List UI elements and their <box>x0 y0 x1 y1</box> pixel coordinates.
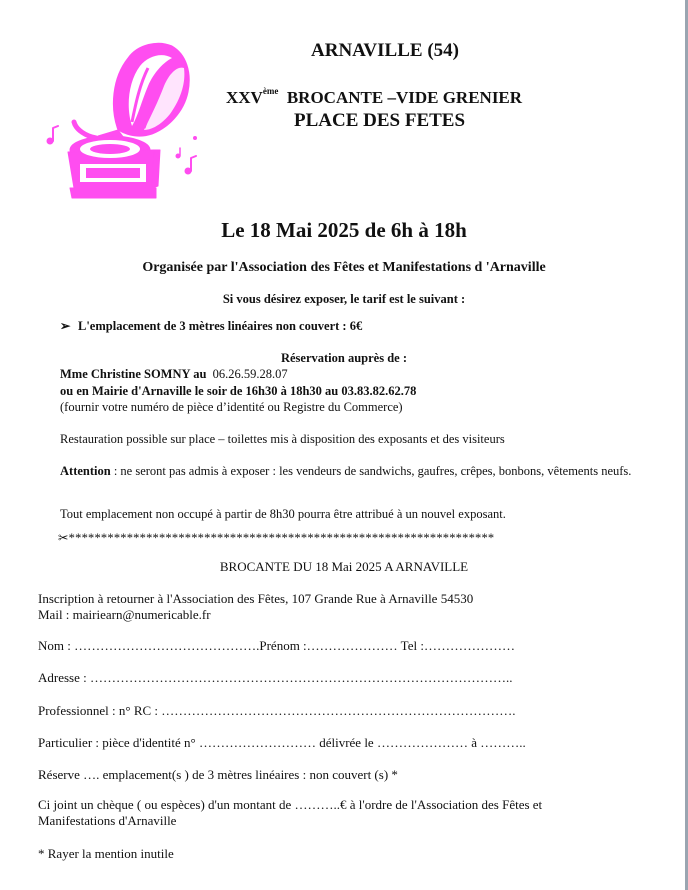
form-professionnel-field: Professionnel : n° RC : ………………………………………………………………………. <box>38 703 516 718</box>
form-footnote: * Rayer la mention inutile <box>38 846 174 861</box>
form-particulier-field: Particulier : pièce d'identité n° ……………………… délivrée le ………………… à ……….. <box>38 735 526 750</box>
edition-number: XXV <box>226 88 263 107</box>
form-mail: Mail : mairiearn@numericable.fr <box>38 607 211 622</box>
tarif-item-text: L'emplacement de 3 mètres linéaires non couvert : 6€ <box>78 319 363 333</box>
arrow-bullet-icon: ➢ <box>60 319 71 333</box>
attention-paragraph <box>60 463 642 479</box>
form-reserve-field: Réserve …. emplacement(s ) de 3 mètres linéaires : non couvert (s) * <box>38 767 398 782</box>
form-cheque-line-2: Manifestations d'Arnaville <box>38 813 177 828</box>
contact-phone: 06.26.59.28.07 <box>212 367 288 381</box>
edition-superscript: ème <box>262 86 279 96</box>
form-inscription: Inscription à retourner à l'Association des Fêtes, 107 Grande Rue à Arnaville 54530 <box>38 591 474 606</box>
attention-label: Attention <box>60 464 111 478</box>
gramophone-icon <box>40 38 200 206</box>
attention-text: : ne seront pas admis à exposer : les vendeurs de sandwichs, gaufres, crêpes, bonbons, vêtements neufs. <box>110 464 632 478</box>
tarif-intro: Si vous désirez exposer, le tarif est le suivant : <box>222 292 466 306</box>
reservation-title: Réservation auprès de : <box>280 351 408 365</box>
reservation-contact-1 <box>60 367 288 382</box>
form-title: BROCANTE DU 18 Mai 2025 A ARNAVILLE <box>219 559 469 574</box>
contact-name: Mme Christine SOMNY au <box>60 367 207 381</box>
emplacement-note: Tout emplacement non occupé à partir de 8h30 pourra être attribué à un nouvel exposant. <box>60 507 506 521</box>
form-nom-field: Nom : …………………………………….Prénom :………………… Tel :………………… <box>38 638 515 653</box>
venue-title: PLACE DES FETES <box>294 110 466 131</box>
tarif-item <box>60 318 362 334</box>
event-name: BROCANTE –VIDE GRENIER <box>286 88 523 107</box>
restauration-line: Restauration possible sur place – toilettes mis à disposition des exposants et des visiteurs <box>60 432 505 446</box>
organizer-line: Organisée par l'Association des Fêtes et Manifestations d 'Arnaville <box>142 260 546 275</box>
town-title: ARNAVILLE (54) <box>311 40 459 61</box>
form-adresse-field: Adresse : …………………………………………………………………………………….. <box>38 670 513 685</box>
reservation-note: (fournir votre numéro de pièce d’identité ou Registre du Commerce) <box>60 400 403 414</box>
cut-line: ✂****************************************************************** <box>58 531 495 545</box>
reservation-contact-2: ou en Mairie d'Arnaville le soir de 16h30 à 18h30 au 03.83.82.62.78 <box>60 384 417 398</box>
event-title <box>226 88 522 108</box>
event-date: Le 18 Mai 2025 de 6h à 18h <box>221 218 467 242</box>
form-cheque-line-1: Ci joint un chèque ( ou espèces) d'un montant de ………..€ à l'ordre de l'Association des Fêtes et <box>38 797 543 812</box>
